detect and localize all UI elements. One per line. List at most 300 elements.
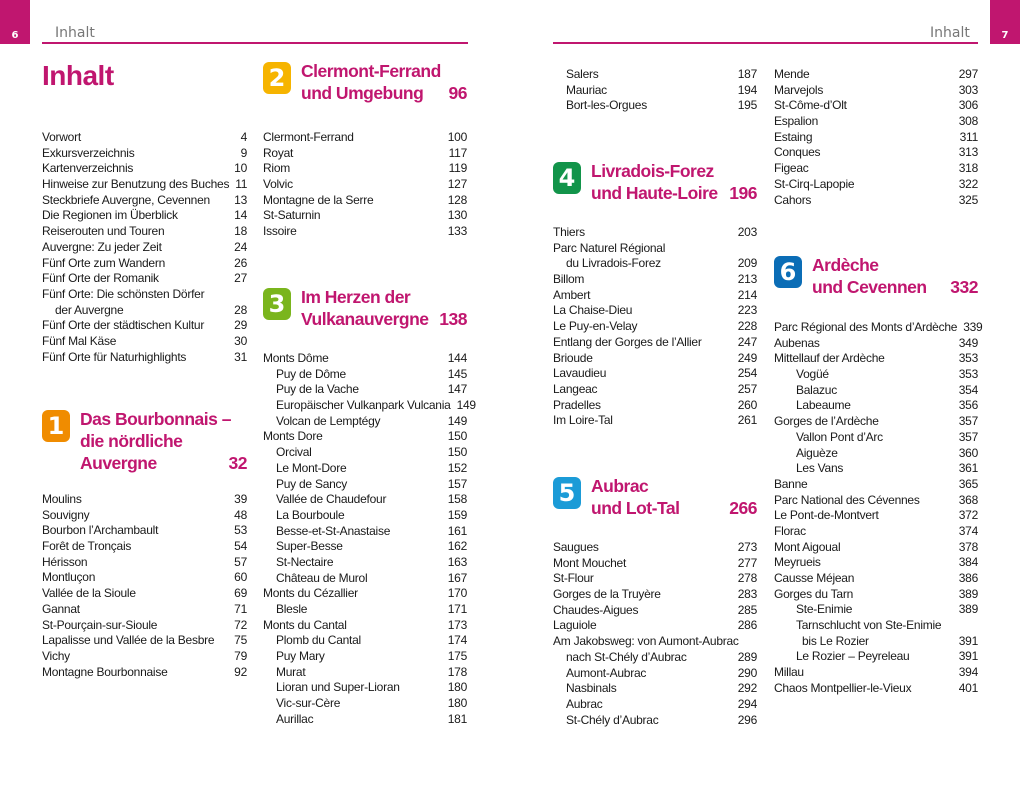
toc-entry[interactable] <box>553 335 757 351</box>
toc-entry[interactable] <box>263 571 467 587</box>
toc-entry-page: 209 <box>737 256 757 271</box>
toc-entry[interactable] <box>42 146 247 162</box>
toc-entry-title: Forêt de Tronçais <box>42 539 132 554</box>
toc-entry-title: Figeac <box>774 161 809 176</box>
section-title <box>301 60 467 104</box>
toc-entry[interactable] <box>263 161 467 177</box>
toc-entry-title: Gorges de la Truyère <box>553 587 661 602</box>
toc-entry[interactable] <box>774 493 978 509</box>
toc-entry[interactable] <box>42 130 247 146</box>
page-title: Inhalt <box>42 60 114 91</box>
toc-entry[interactable] <box>774 618 978 634</box>
toc-entry[interactable] <box>263 382 467 398</box>
toc-entry-page: 28 <box>234 302 247 317</box>
toc-entry-title: Conques <box>774 145 821 160</box>
toc-entry-page: 127 <box>447 177 467 192</box>
toc-entry[interactable] <box>774 446 978 462</box>
toc-entry[interactable] <box>553 666 757 682</box>
toc-entry[interactable] <box>553 241 757 257</box>
section-number-badge: 6 <box>774 256 802 288</box>
toc-entry[interactable] <box>774 524 978 540</box>
toc-entry[interactable] <box>42 633 247 649</box>
toc-entry[interactable] <box>553 713 757 729</box>
toc-entry[interactable] <box>553 540 757 556</box>
toc-entry[interactable] <box>263 524 467 540</box>
toc-entry-page: 374 <box>958 523 978 538</box>
toc-entry-title: St-Nectaire <box>276 554 334 569</box>
toc-entry[interactable] <box>263 633 467 649</box>
toc-entry-title: Gorges de l’Ardèche <box>774 414 879 429</box>
toc-entry[interactable] <box>263 492 467 508</box>
toc-entry-page: 147 <box>447 382 467 397</box>
toc-entry[interactable] <box>553 603 757 619</box>
section-number-badge: 1 <box>42 410 70 442</box>
toc-entry-page: 144 <box>447 351 467 365</box>
toc-entry[interactable] <box>774 177 978 193</box>
toc-entry-page: 325 <box>958 192 978 207</box>
toc-entry-title: Bourbon l’Archambault <box>42 523 159 538</box>
toc-entry-title: Meyrueis <box>774 555 821 570</box>
toc-entry-page: 389 <box>958 602 978 617</box>
toc-entry[interactable] <box>774 540 978 556</box>
toc-entry-title: Fünf Orte: Die schönsten Dörfer <box>42 286 205 301</box>
toc-entry-title: Monts du Cantal <box>263 617 347 632</box>
toc-entry-title: Murat <box>276 664 306 679</box>
section-title-line: Auvergne <box>80 453 157 473</box>
toc-entry-page: 53 <box>234 523 247 538</box>
toc-entry-page: 162 <box>447 539 467 554</box>
toc-entry-page: 214 <box>737 287 757 302</box>
toc-entry[interactable] <box>774 67 978 83</box>
toc-entry-title: St-Flour <box>553 571 594 586</box>
toc-entry[interactable] <box>774 665 978 681</box>
toc-entry[interactable] <box>263 429 467 445</box>
section-title-line: Clermont-Ferrand <box>301 61 441 81</box>
toc-entry-title: Billom <box>553 272 585 287</box>
toc-entry[interactable] <box>42 586 247 602</box>
section-heading-4 <box>553 160 757 204</box>
toc-entry-title: Im Loire-Tal <box>553 413 613 428</box>
toc-entry[interactable] <box>263 696 467 712</box>
toc-entry-title: Chaudes-Aigues <box>553 602 639 617</box>
section-title-line: Im Herzen der <box>301 287 411 307</box>
toc-entry-page: 71 <box>234 601 247 616</box>
toc-entry[interactable] <box>774 351 978 367</box>
toc-entry[interactable] <box>553 225 757 241</box>
toc-entry-page: 391 <box>958 649 978 664</box>
toc-entry-title: Millau <box>774 665 804 680</box>
toc-entry[interactable] <box>553 650 757 666</box>
toc-entry-page: 203 <box>737 225 757 239</box>
toc-entry[interactable] <box>263 414 467 430</box>
toc-entry-title: Lioran und Super-Lioran <box>276 680 400 695</box>
toc-entry-page <box>751 634 757 650</box>
toc-entry-title: Die Regionen im Überblick <box>42 208 178 223</box>
toc-entry[interactable] <box>774 681 978 697</box>
toc-entry-page: 10 <box>234 161 247 176</box>
toc-entry-title: Banne <box>774 476 808 491</box>
toc-list-section-6 <box>774 320 983 697</box>
toc-entry-page: 57 <box>234 554 247 569</box>
toc-entry[interactable] <box>263 665 467 681</box>
toc-entry-title: Vorwort <box>42 130 81 144</box>
toc-entry[interactable] <box>263 224 467 240</box>
toc-entry[interactable] <box>553 256 757 272</box>
toc-entry-page <box>972 618 978 634</box>
toc-entry[interactable] <box>774 145 978 161</box>
toc-entry-page: 290 <box>737 665 757 680</box>
toc-entry-page: 171 <box>447 602 467 616</box>
toc-entry-title: Hérisson <box>42 554 88 569</box>
section-title <box>812 254 978 298</box>
toc-entry[interactable] <box>553 351 757 367</box>
toc-entry-title: Fünf Orte für Naturhighlights <box>42 349 187 364</box>
toc-entry[interactable] <box>263 477 467 493</box>
toc-entry[interactable] <box>42 350 247 366</box>
toc-entry[interactable] <box>42 570 247 586</box>
toc-entry[interactable] <box>263 461 467 477</box>
toc-entry-title: Causse Méjean <box>774 571 855 585</box>
toc-entry-page: 391 <box>958 633 978 648</box>
toc-entry-title: Labeaume <box>796 398 851 413</box>
toc-entry-title: Brioude <box>553 350 593 365</box>
toc-entry-title: Le Mont-Dore <box>276 460 347 475</box>
toc-entry-title: Reiserouten und Touren <box>42 224 165 239</box>
toc-entry-page: 356 <box>958 398 978 413</box>
toc-entry-page: 181 <box>447 711 467 726</box>
toc-entry-title: Ste-Enimie <box>796 602 853 617</box>
toc-entry[interactable] <box>42 193 247 209</box>
toc-entry[interactable] <box>774 320 983 336</box>
toc-entry-title: Espalion <box>774 114 819 129</box>
toc-entry-page: 318 <box>958 161 978 176</box>
toc-entry[interactable] <box>263 508 467 524</box>
toc-entry[interactable] <box>774 161 978 177</box>
toc-entry-page: 223 <box>737 303 757 318</box>
toc-entry[interactable] <box>774 634 978 650</box>
toc-entry-title: Vallée de Chaudefour <box>276 492 387 507</box>
toc-entry[interactable] <box>263 130 467 146</box>
toc-entry-title: Ambert <box>553 287 591 302</box>
section-number-badge: 3 <box>263 288 291 320</box>
section-heading-2 <box>263 60 467 104</box>
toc-entry-page: 354 <box>958 382 978 397</box>
toc-entry[interactable] <box>42 492 247 508</box>
toc-entry[interactable] <box>774 430 978 446</box>
toc-entry-title: Super-Besse <box>276 539 343 554</box>
toc-entry[interactable] <box>553 398 757 414</box>
toc-entry-title: der Auvergne <box>55 302 124 317</box>
toc-entry[interactable] <box>263 649 467 665</box>
toc-entry[interactable] <box>42 177 247 193</box>
toc-entry[interactable] <box>774 367 978 383</box>
toc-entry-title: St-Cirq-Lapopie <box>774 176 855 191</box>
toc-entry[interactable] <box>42 208 247 224</box>
toc-entry[interactable] <box>774 383 978 399</box>
toc-entry-title: Le Puy-en-Velay <box>553 319 638 334</box>
toc-entry-page: 278 <box>737 571 757 586</box>
toc-entry-page: 173 <box>447 617 467 632</box>
toc-entry[interactable] <box>774 98 978 114</box>
toc-entry-page: 228 <box>737 319 757 334</box>
toc-entry[interactable] <box>263 445 467 461</box>
toc-entry-title: Chaos Montpellier-le-Vieux <box>774 680 912 695</box>
toc-entry[interactable] <box>42 271 247 287</box>
toc-entry-title: Moulins <box>42 492 82 506</box>
toc-entry-page: 149 <box>447 413 467 428</box>
toc-entry[interactable] <box>774 587 978 603</box>
toc-entry-page <box>241 287 247 303</box>
toc-entry-title: Montluçon <box>42 570 96 585</box>
section-title <box>591 475 757 519</box>
toc-entry-page: 292 <box>737 681 757 696</box>
toc-entry-page: 145 <box>447 366 467 381</box>
toc-entry[interactable] <box>553 681 757 697</box>
toc-entry-title: Tarnschlucht von Ste-Enimie <box>796 618 942 633</box>
toc-entry-page: 128 <box>447 192 467 207</box>
toc-entry[interactable] <box>774 461 978 477</box>
section-page-number: 138 <box>439 309 467 329</box>
toc-entry-page: 133 <box>447 224 467 239</box>
toc-entry[interactable] <box>774 83 978 99</box>
toc-list-section-5 <box>553 540 757 728</box>
toc-entry-title: Besse-et-St-Anastaise <box>276 523 391 538</box>
section-page-number: 32 <box>228 453 247 473</box>
toc-entry-page: 353 <box>958 351 978 366</box>
toc-entry-page <box>751 241 757 257</box>
toc-entry-title: Parc Naturel Régional <box>553 240 666 255</box>
toc-entry-title: Issoire <box>263 224 297 239</box>
toc-entry-title: Château de Murol <box>276 570 368 585</box>
toc-entry[interactable] <box>42 161 247 177</box>
toc-entry[interactable] <box>774 571 978 587</box>
toc-entry[interactable] <box>263 208 467 224</box>
toc-entry-title: Riom <box>263 161 291 176</box>
toc-entry-page: 18 <box>234 224 247 239</box>
toc-entry-title: Lavaudieu <box>553 366 607 381</box>
left-running-header: Inhalt <box>55 25 95 41</box>
toc-entry-page: 389 <box>958 586 978 601</box>
toc-entry-page: 24 <box>234 239 247 254</box>
toc-entry-title: La Bourboule <box>276 507 345 522</box>
toc-entry[interactable] <box>553 67 757 83</box>
toc-entry[interactable] <box>263 193 467 209</box>
section-title-line: Ardèche <box>812 255 879 275</box>
toc-entry-page: 361 <box>958 461 978 476</box>
toc-entry[interactable] <box>263 602 467 618</box>
toc-entry-page: 257 <box>737 381 757 396</box>
toc-list-section-2 <box>263 130 467 240</box>
toc-list-section-1 <box>42 492 247 680</box>
toc-entry-page: 286 <box>737 618 757 633</box>
toc-entry[interactable] <box>42 256 247 272</box>
toc-entry-title: Marvejols <box>774 82 824 97</box>
toc-entry-title: Aubrac <box>566 696 603 711</box>
toc-entry[interactable] <box>263 177 467 193</box>
toc-entry-page: 357 <box>958 429 978 444</box>
toc-entry[interactable] <box>774 130 978 146</box>
toc-entry-page: 247 <box>737 334 757 349</box>
toc-entry[interactable] <box>553 83 757 99</box>
toc-entry-title: Thiers <box>553 225 585 239</box>
section-title-line: Das Bourbonnais – <box>80 409 231 429</box>
toc-entry-page: 386 <box>958 571 978 585</box>
toc-entry-page: 170 <box>447 586 467 601</box>
toc-entry-page: 296 <box>737 712 757 727</box>
toc-entry[interactable] <box>774 414 978 430</box>
toc-entry[interactable] <box>553 98 757 114</box>
toc-entry-page: 194 <box>737 82 757 97</box>
toc-entry[interactable] <box>42 224 247 240</box>
toc-entry[interactable] <box>263 680 467 696</box>
section-title-line: und Lot-Tal <box>591 498 680 518</box>
toc-entry-page: 353 <box>958 367 978 382</box>
toc-entry[interactable] <box>774 602 978 618</box>
toc-list-section-4 <box>553 225 757 429</box>
toc-entry[interactable] <box>774 477 978 493</box>
toc-entry[interactable] <box>42 523 247 539</box>
toc-entry-page: 26 <box>234 255 247 270</box>
toc-entry-title: Mittellauf der Ardèche <box>774 351 885 366</box>
toc-entry-page: 311 <box>959 129 978 144</box>
toc-entry[interactable] <box>42 240 247 256</box>
toc-entry[interactable] <box>553 288 757 304</box>
toc-entry[interactable] <box>42 539 247 555</box>
toc-list-section-3-cont <box>553 67 757 114</box>
toc-entry-page: 365 <box>958 476 978 491</box>
toc-entry[interactable] <box>42 649 247 665</box>
toc-entry-title: Montagne Bourbonnaise <box>42 664 168 679</box>
toc-entry[interactable] <box>42 555 247 571</box>
toc-entry-title: Florac <box>774 523 806 538</box>
toc-entry-page: 29 <box>234 318 247 333</box>
section-heading-1 <box>42 408 247 474</box>
toc-entry-title: Mont Aigoual <box>774 539 841 554</box>
toc-entry[interactable] <box>553 382 757 398</box>
toc-entry-title: Parc National des Cévennes <box>774 492 920 507</box>
toc-entry[interactable] <box>774 649 978 665</box>
toc-entry-page: 167 <box>447 570 467 585</box>
toc-entry-title: Balazuc <box>796 382 837 397</box>
toc-entry-page: 401 <box>958 680 978 695</box>
toc-entry[interactable] <box>42 508 247 524</box>
toc-entry[interactable] <box>42 334 247 350</box>
toc-entry[interactable] <box>42 303 247 319</box>
toc-entry-title: Europäischer Vulkanpark Vulcania <box>276 398 451 413</box>
section-heading-5 <box>553 475 757 519</box>
toc-entry-page: 254 <box>737 366 757 381</box>
toc-entry[interactable] <box>553 618 757 634</box>
toc-entry-page: 130 <box>447 208 467 223</box>
toc-entry[interactable] <box>774 398 978 414</box>
toc-entry[interactable] <box>553 319 757 335</box>
toc-entry[interactable] <box>774 555 978 571</box>
right-header-rule <box>553 42 978 44</box>
toc-entry[interactable] <box>42 618 247 634</box>
toc-entry-title: Le Pont-de-Montvert <box>774 508 879 523</box>
toc-entry-title: Exkursverzeichnis <box>42 145 135 160</box>
toc-entry[interactable] <box>263 618 467 634</box>
toc-entry-title: Mauriac <box>566 82 607 97</box>
toc-entry-page: 273 <box>737 540 757 554</box>
toc-entry[interactable] <box>263 146 467 162</box>
toc-entry-page: 163 <box>447 554 467 569</box>
toc-entry-page: 117 <box>448 145 467 160</box>
toc-entry-page: 283 <box>737 587 757 602</box>
toc-entry-title: Am Jakobsweg: von Aumont-Aubrac <box>553 634 739 649</box>
toc-entry[interactable] <box>553 272 757 288</box>
toc-entry-title: Fünf Orte zum Wandern <box>42 255 166 270</box>
section-number-badge: 4 <box>553 162 581 194</box>
toc-entry-title: Laguiole <box>553 618 597 633</box>
toc-entry-page: 69 <box>234 586 247 601</box>
toc-entry[interactable] <box>263 367 467 383</box>
toc-entry[interactable] <box>42 318 247 334</box>
toc-entry-page: 4 <box>240 130 247 144</box>
toc-entry[interactable] <box>263 555 467 571</box>
toc-entry[interactable] <box>553 556 757 572</box>
toc-entry-title: Vichy <box>42 648 70 663</box>
toc-entry[interactable] <box>263 351 467 367</box>
toc-entry[interactable] <box>553 697 757 713</box>
toc-entry[interactable] <box>263 398 476 414</box>
toc-entry[interactable] <box>553 303 757 319</box>
toc-entry-page: 92 <box>234 664 247 679</box>
toc-entry[interactable] <box>263 539 467 555</box>
toc-entry[interactable] <box>774 336 978 352</box>
toc-entry-title: Monts Dore <box>263 429 323 444</box>
toc-entry[interactable] <box>774 508 978 524</box>
right-page-tab <box>990 0 1020 44</box>
toc-entry-page: 175 <box>447 649 467 664</box>
toc-entry-page: 31 <box>234 349 247 364</box>
toc-entry-title: Cahors <box>774 192 812 207</box>
toc-entry-title: Lapalisse und Vallée de la Besbre <box>42 633 215 648</box>
toc-entry[interactable] <box>263 712 467 728</box>
toc-entry-page: 72 <box>234 617 247 632</box>
toc-entry-page: 174 <box>447 633 467 648</box>
toc-entry-title: Blesle <box>276 602 308 616</box>
toc-entry-title: Aumont-Aubrac <box>566 665 647 680</box>
toc-entry-title: Vic-sur-Cère <box>276 696 341 711</box>
toc-entry[interactable] <box>774 193 978 209</box>
toc-entry[interactable] <box>553 587 757 603</box>
toc-entry-title: Fünf Orte der städtischen Kultur <box>42 318 205 333</box>
toc-entry-page: 79 <box>234 648 247 663</box>
section-title-line: Vulkanauvergne <box>301 309 429 329</box>
toc-entry-title: Vogüé <box>796 367 829 382</box>
toc-entry[interactable] <box>263 586 467 602</box>
toc-entry[interactable] <box>553 366 757 382</box>
toc-entry-page: 261 <box>737 413 757 428</box>
toc-entry[interactable] <box>42 287 247 303</box>
toc-entry-title: Hinweise zur Benutzung des Buches <box>42 177 230 192</box>
toc-entry[interactable] <box>553 413 757 429</box>
toc-entry-title: Saugues <box>553 540 599 554</box>
toc-entry[interactable] <box>553 571 757 587</box>
toc-entry-page: 30 <box>234 333 247 348</box>
section-title <box>591 160 757 204</box>
section-heading-6 <box>774 254 978 298</box>
toc-entry[interactable] <box>774 114 978 130</box>
toc-entry[interactable] <box>42 665 247 681</box>
section-title <box>301 286 467 330</box>
toc-entry-title: Langeac <box>553 381 598 396</box>
toc-entry[interactable] <box>553 634 757 650</box>
toc-entry[interactable] <box>42 602 247 618</box>
toc-entry-title: Auvergne: Zu jeder Zeit <box>42 239 162 254</box>
toc-entry-title: Royat <box>263 145 294 160</box>
